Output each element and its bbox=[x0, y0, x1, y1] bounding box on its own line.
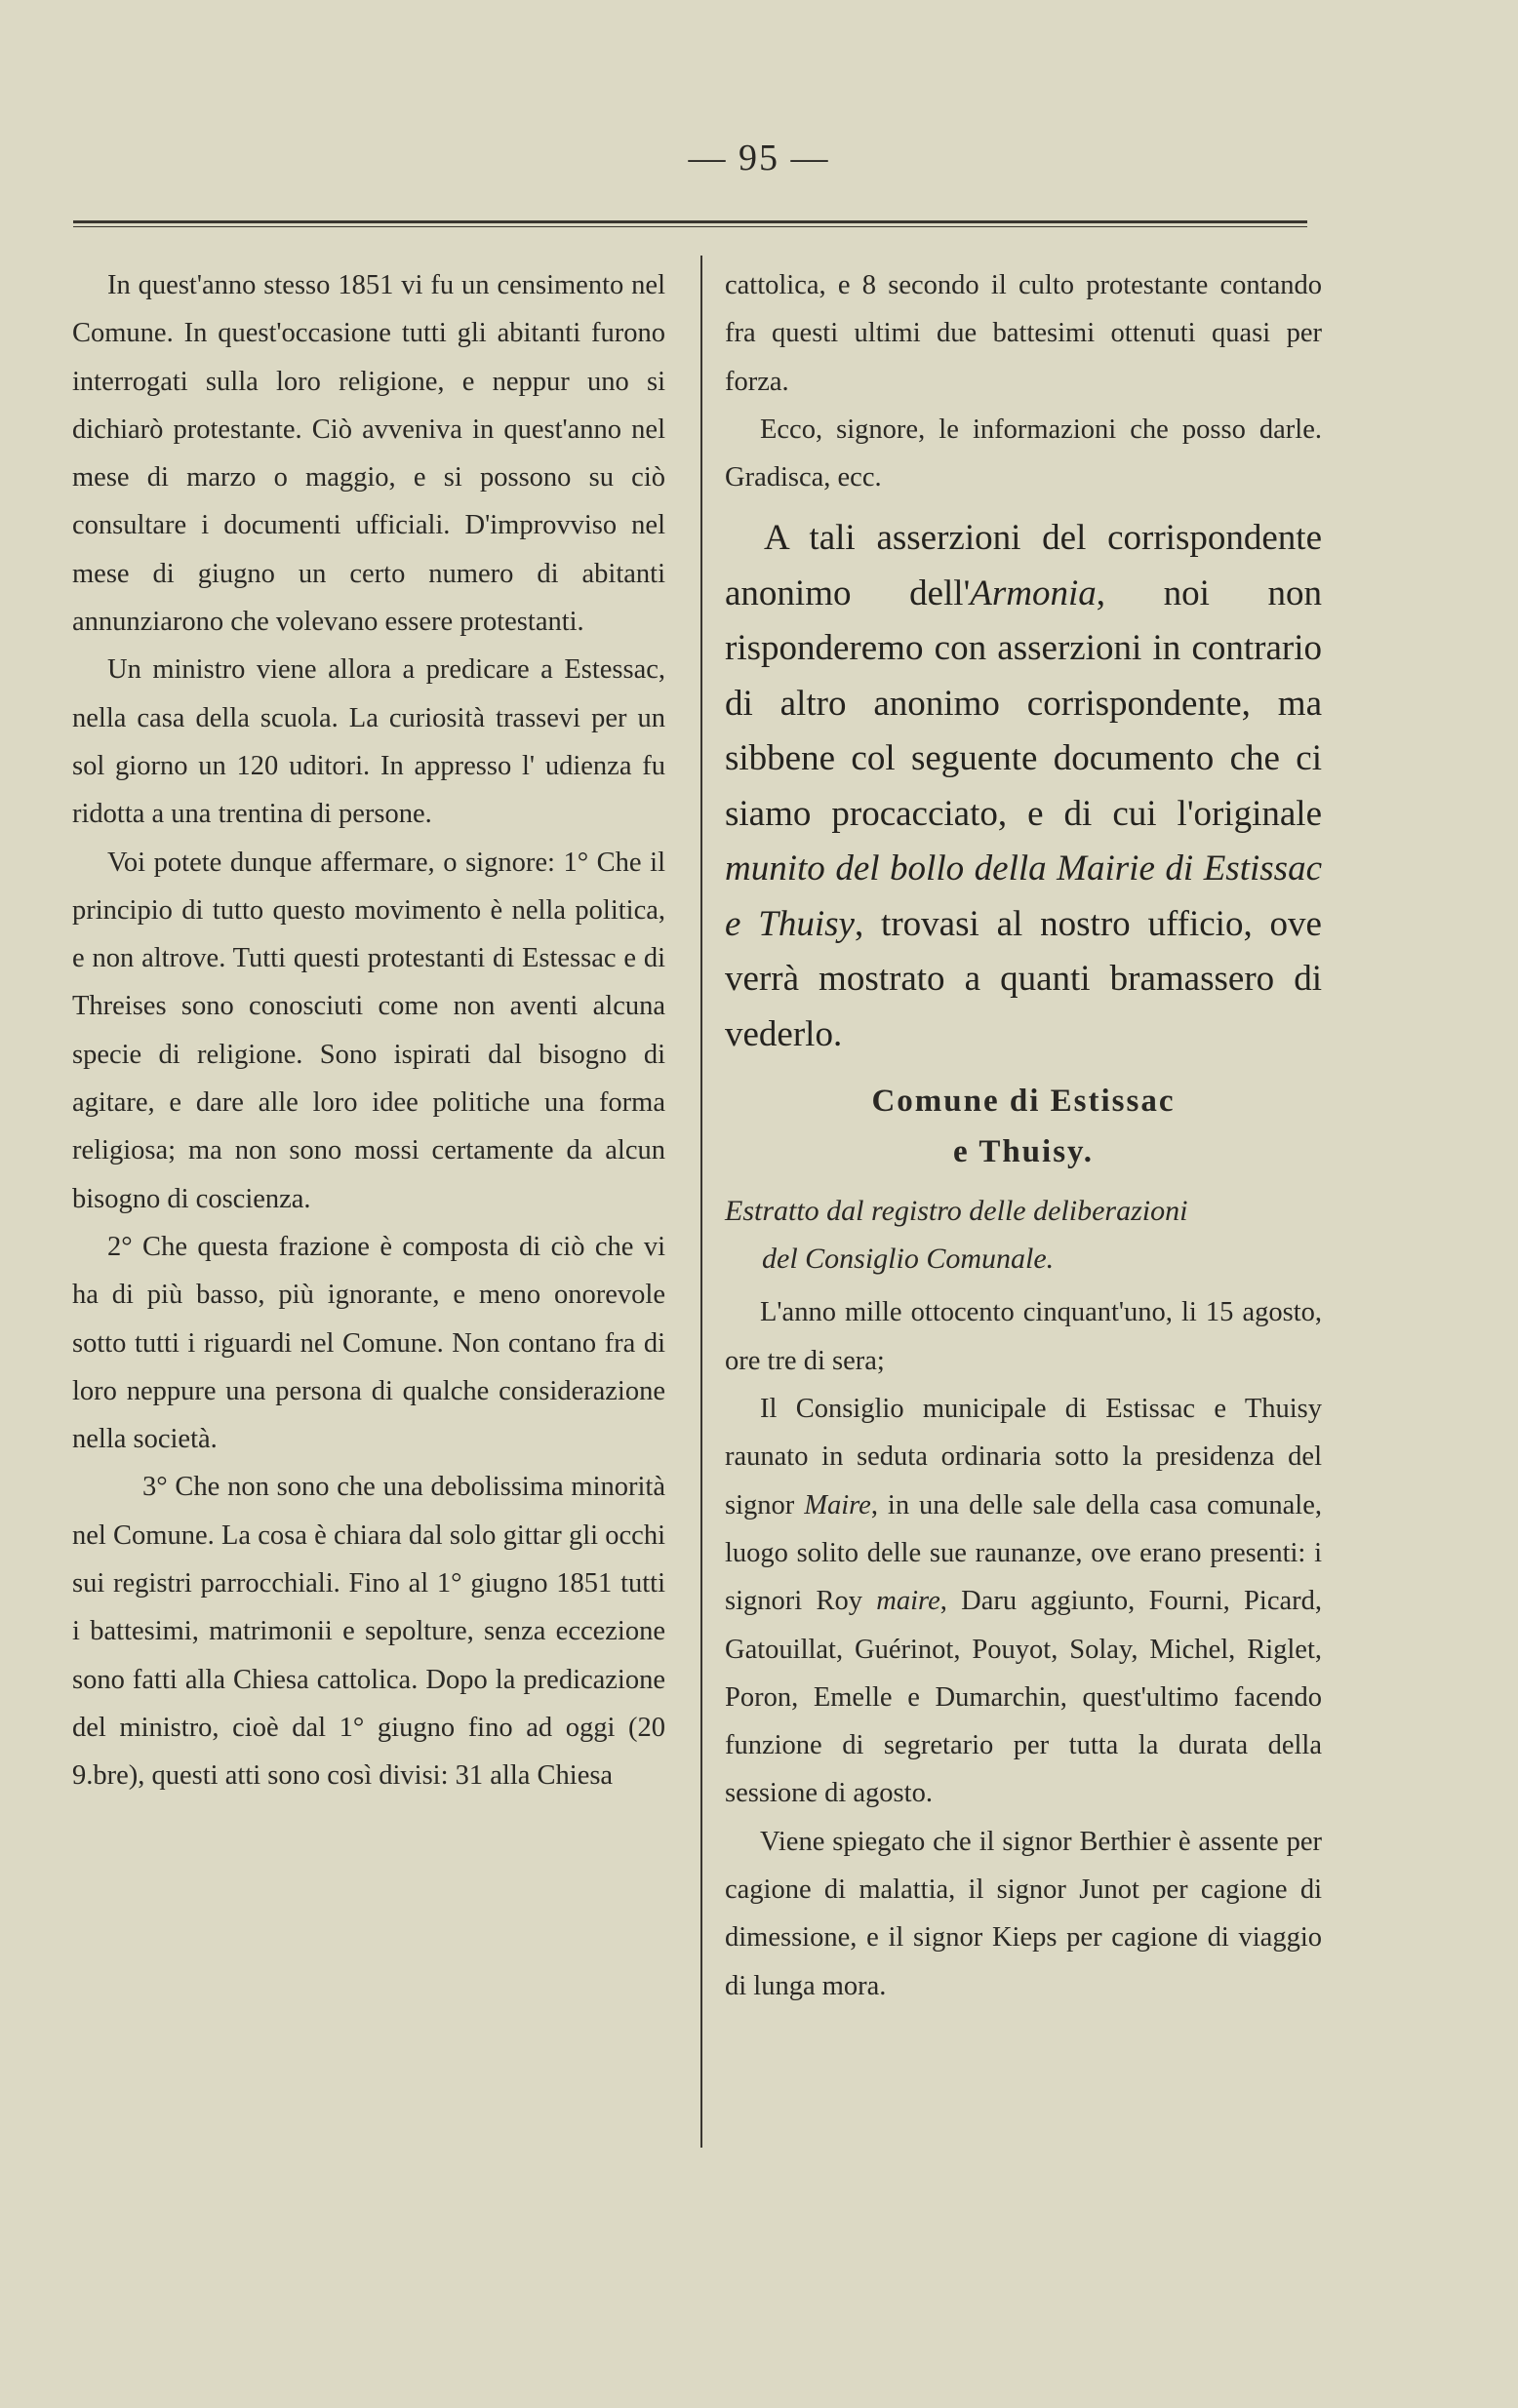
editorial-paragraph bbox=[725, 511, 1322, 1062]
stamp-reference: munito del bollo della Mairie di Estissac e Thuisy bbox=[725, 849, 1322, 944]
editorial-text-1: A tali asserzioni del corrispondente anonimo dell' bbox=[725, 518, 1322, 613]
council-text-2: , in una delle sale della casa comunale, luogo solito delle sue raunanze, ove erano presenti: i signori Roy bbox=[725, 1489, 1322, 1617]
census-paragraph: In quest'anno stesso 1851 vi fu un censimento nel Comune. In quest'occasione tutti gli abitanti furono interrogati sulla loro religione, e neppur uno si dichiarò protestante. Ciò avveniva in quest'anno nel mese di marzo o maggio, e si possono su ciò consultare i documenti ufficiali. D'improvviso nel mese di giugno un certo numero di abitanti annunziarono che volevano essere protestanti. bbox=[72, 270, 665, 638]
section-heading-line2: e Thuisy. bbox=[953, 1134, 1094, 1170]
council-paragraph bbox=[725, 1385, 1322, 1818]
date-paragraph: L'anno mille ottocento cinquant'uno, li 15 agosto, ore tre di sera; bbox=[725, 1297, 1322, 1376]
right-column bbox=[725, 261, 1322, 2010]
section-subheading-line2: del Consiglio Comunale. bbox=[762, 1243, 1055, 1276]
absence-paragraph: Viene spiegato che il signor Berthier è assente per cagione di malattia, il signor Junot per cagione di dimessione, e il signor Kieps per cagione di viaggio di lunga mora. bbox=[725, 1826, 1322, 2001]
left-column bbox=[72, 261, 665, 1800]
continuation-paragraph: cattolica, e 8 secondo il culto protestante contando fra questi ultimi due battesimi ottenuti quasi per forza. bbox=[725, 270, 1322, 397]
second-point-paragraph: 2° Che questa frazione è composta di ciò che vi ha di più basso, più ignorante, e meno onorevole sotto tutti i riguardi nel Comune. Non contano fra di loro neppure una persona di qualche considerazione nella società. bbox=[72, 1231, 665, 1455]
editorial-text-3: , trovasi al nostro ufficio, ove verrà mostrato a quanti bramassero di vederlo. bbox=[725, 903, 1322, 1054]
header-rule bbox=[73, 220, 1307, 227]
section-heading: Comune di Estissac bbox=[871, 1084, 1176, 1120]
council-text-1: Il Consiglio municipale di Estissac e Thuisy raunato in seduta ordinaria sotto la presidenza del signor bbox=[725, 1394, 1322, 1520]
first-point-paragraph: Voi potete dunque affermare, o signore: 1° Che il principio di tutto questo movimento è nella politica, e non altrove. Tutti questi protestanti di Estessac e di Threises sono conosciuti come non aventi alcuna specie di religione. Sono ispirati dal bisogno di agitare, e dare alle loro idee politiche una forma religiosa; ma non sono mossi certamente da alcun bisogno di coscienza. bbox=[72, 847, 665, 1214]
council-text-3: , Daru aggiunto, Fourni, Picard, Gatouillat, Guérinot, Pouyot, Solay, Michel, Riglet, Poron, Emelle e Dumarchin, quest'ultimo facendo funzione di segretario per tutta la durata della sessione di agosto. bbox=[725, 1586, 1322, 1809]
closing-paragraph: Ecco, signore, le informazioni che posso darle. Gradisca, ecc. bbox=[725, 414, 1322, 493]
maire-title-2: maire bbox=[876, 1586, 940, 1617]
column-divider bbox=[700, 256, 702, 2148]
editorial-text-2: , noi non risponderemo con asserzioni in contrario di altro anonimo corrispondente, ma sibbene col seguente documento che ci siamo procacciato, e di cui l'originale bbox=[725, 572, 1322, 834]
page-number: — 95 — bbox=[688, 138, 830, 178]
third-point-paragraph: 3° Che non sono che una debolissima minorità nel Comune. La cosa è chiara dal solo gittar gli occhi sui registri parrocchiali. Fino al 1° giugno 1851 tutti i battesimi, matrimonii e sepolture, senza eccezione sono fatti alla Chiesa cattolica. Dopo la predicazione del ministro, cioè dal 1° giugno fino ad oggi (20 9.bre), questi atti sono così divisi: 31 alla Chiesa bbox=[72, 1472, 665, 1792]
section-subheading: Estratto dal registro delle deliberazioni bbox=[725, 1195, 1188, 1228]
newspaper-name: Armonia bbox=[970, 572, 1097, 613]
minister-paragraph: Un ministro viene allora a predicare a Estessac, nella casa della scuola. La curiosità trassevi per un sol giorno un 120 uditori. In appresso l' udienza fu ridotta a una trentina di persone. bbox=[72, 654, 665, 830]
maire-title: Maire bbox=[804, 1489, 871, 1520]
